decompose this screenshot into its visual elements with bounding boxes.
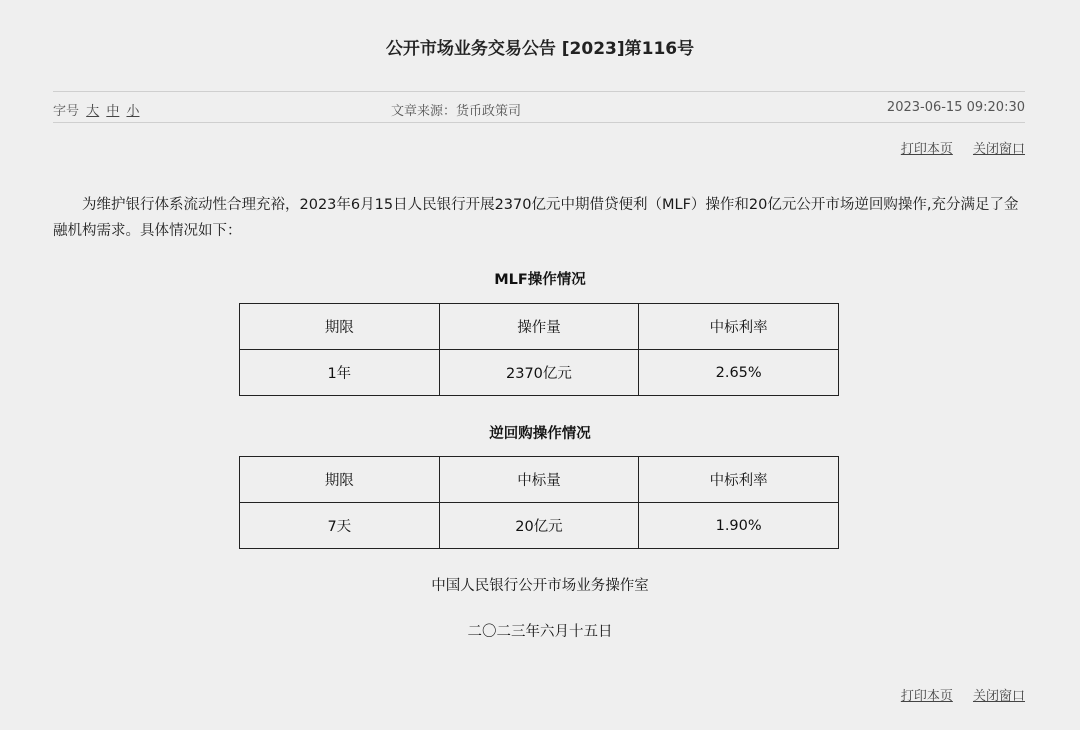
close-window-link[interactable]: 关闭窗口	[972, 689, 1025, 704]
table-header-row	[240, 304, 839, 350]
mlf-table	[239, 303, 839, 396]
font-size-large[interactable]: 大	[86, 104, 100, 119]
table-header-row	[240, 457, 839, 503]
table-cell: 7天	[240, 503, 440, 549]
close-window-link[interactable]: 关闭窗口	[972, 142, 1025, 157]
print-page-link[interactable]: 打印本页	[900, 142, 953, 157]
font-size-medium[interactable]: 中	[106, 104, 120, 119]
table-header-cell: 中标量	[439, 457, 639, 503]
table-cell: 1.90%	[639, 503, 839, 549]
table-row	[240, 350, 839, 396]
bottom-action-links	[885, 685, 1025, 704]
article-source: 文章来源：货币政策司	[391, 104, 522, 119]
table-cell: 1年	[240, 350, 440, 396]
signature-date: 二〇二三年六月十五日	[467, 624, 613, 640]
font-size-control	[53, 100, 139, 119]
publish-date: 2023-06-15 09:20:30	[886, 100, 1025, 115]
table-header-cell: 期限	[240, 457, 440, 503]
repo-heading: 逆回购操作情况	[489, 426, 591, 442]
font-size-label: 字号	[53, 104, 80, 119]
font-size-small[interactable]: 小	[126, 104, 140, 119]
repo-table	[239, 456, 839, 549]
table-cell: 2.65%	[639, 350, 839, 396]
page-title: 公开市场业务交易公告 [2023]第116号	[385, 39, 695, 59]
body-paragraph: 为维护银行体系流动性合理充裕，2023年6月15日人民银行开展2370亿元中期借贷便利（MLF）操作和20亿元公开市场逆回购操作,充分满足了金融机构需求。具体情况如下：	[53, 197, 1019, 239]
mlf-heading: MLF操作情况	[494, 272, 586, 288]
table-header-cell: 期限	[240, 304, 440, 350]
print-page-link[interactable]: 打印本页	[900, 689, 953, 704]
table-header-cell: 中标利率	[639, 304, 839, 350]
top-action-links	[885, 138, 1025, 157]
table-header-cell: 中标利率	[639, 457, 839, 503]
signature-org: 中国人民银行公开市场业务操作室	[431, 578, 649, 594]
meta-bar	[53, 91, 1025, 123]
table-cell: 2370亿元	[439, 350, 639, 396]
table-cell: 20亿元	[439, 503, 639, 549]
table-header-cell: 操作量	[439, 304, 639, 350]
table-row	[240, 503, 839, 549]
